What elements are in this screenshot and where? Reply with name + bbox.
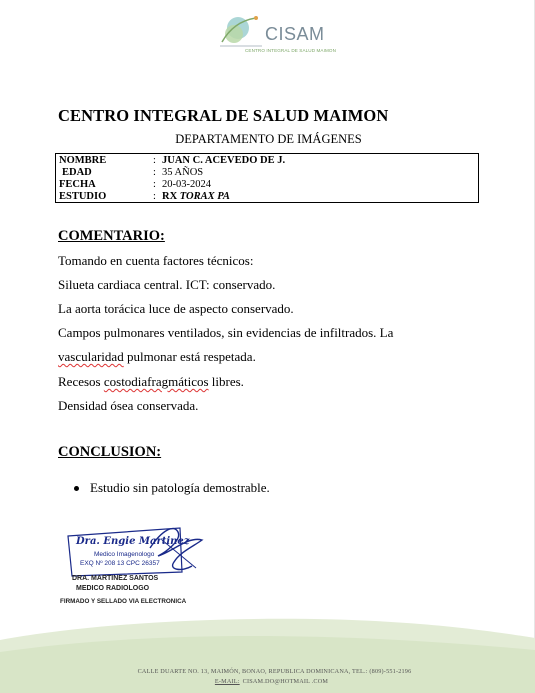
doctor-title: MEDICO RADIOLOGO — [76, 585, 150, 592]
page-title: CENTRO INTEGRAL DE SALUD MAIMON — [58, 106, 389, 125]
comment-line: Campos pulmonares ventilados, sin evidencias de infiltrados. La — [58, 325, 394, 340]
conclusion-heading: CONCLUSION: — [58, 444, 162, 460]
department-title: DEPARTAMENTO DE IMÁGENES — [175, 132, 362, 146]
comment-line — [58, 349, 256, 365]
email-label: E-MAIL: — [214, 678, 240, 685]
comment-text: Recesos — [58, 374, 101, 389]
bullet-icon — [74, 486, 79, 491]
comment-line: Densidad ósea conservada. — [58, 398, 199, 413]
email-address[interactable]: CISAM.DO@HOTMAIL .COM — [242, 678, 329, 685]
spellcheck-word: vascularidad — [58, 349, 124, 364]
spellcheck-word: costodiafragmáticos — [103, 374, 209, 389]
study-type: RX — [162, 191, 178, 202]
study-detail: TORAX PA — [179, 191, 230, 202]
field-separator: : — [153, 167, 156, 178]
stamp-doctor-name: Dra. Engie Martinez — [76, 536, 190, 547]
field-value — [162, 191, 230, 203]
field-label: FECHA — [59, 179, 96, 190]
field-value: 20-03-2024 — [162, 179, 211, 190]
comment-line: Silueta cardiaca central. ICT: conservado. — [58, 277, 276, 292]
field-separator: : — [153, 155, 156, 166]
conclusion-text: Estudio sin patología demostrable. — [90, 480, 270, 495]
field-label: ESTUDIO — [59, 191, 107, 202]
field-label: EDAD — [62, 167, 92, 178]
stamp-specialty: Medico Imagenologo — [94, 551, 155, 558]
field-value: JUAN C. ACEVEDO DE J. — [162, 155, 286, 166]
comment-text: libres. — [211, 374, 244, 389]
patient-info-box — [55, 153, 479, 203]
field-value: 35 AÑOS — [162, 167, 204, 178]
field-separator: : — [153, 191, 156, 202]
doctor-name: DRA. MARTINEZ SANTOS — [72, 575, 159, 582]
comment-line: Tomando en cuenta factores técnicos: — [58, 253, 254, 268]
cisam-logo — [212, 10, 336, 56]
signature-stamp — [62, 522, 212, 580]
stamp-exequatur: EXQ Nº 208 13 CPC 26357 — [80, 560, 160, 567]
comment-text: pulmonar está respetada. — [126, 349, 256, 364]
field-label: NOMBRE — [59, 155, 107, 166]
comment-line — [58, 374, 244, 390]
comment-line: La aorta torácica luce de aspecto conservado. — [58, 301, 294, 316]
field-separator: : — [153, 179, 156, 190]
footer-email-line — [0, 678, 535, 685]
logo-subtitle: CENTRO INTEGRAL DE SALUD MAIMON — [245, 48, 336, 53]
comentario-heading: COMENTARIO: — [58, 228, 165, 244]
logo-name: CISAM — [265, 24, 325, 44]
signature-note: FIRMADO Y SELLADO VIA ELECTRONICA — [60, 598, 187, 605]
footer-address: CALLE DUARTE NO. 13, MAIMÓN, BONAO, REPUBLICA DOMINICANA, TEL.: (809)-551-2196 — [137, 668, 412, 675]
